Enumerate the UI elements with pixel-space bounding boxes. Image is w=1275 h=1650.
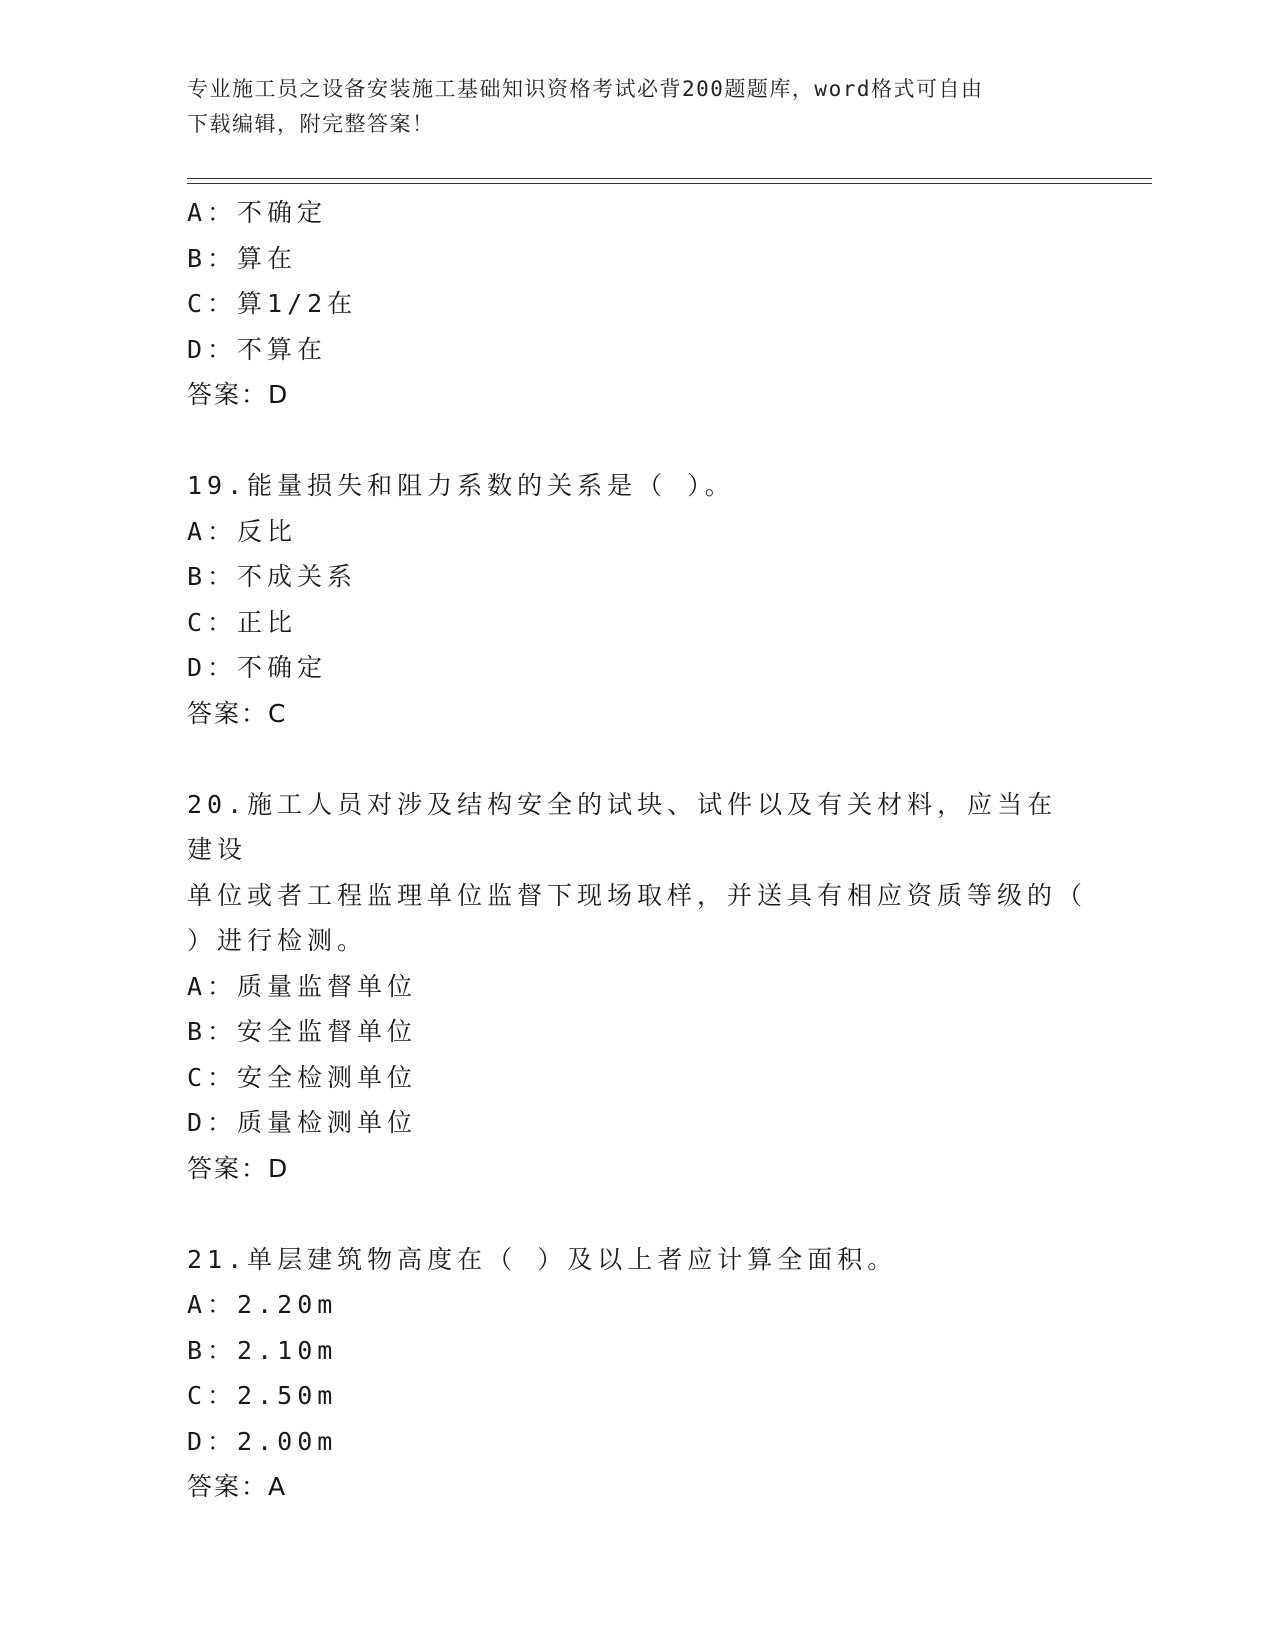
option-d: D：不算在 bbox=[187, 334, 328, 364]
answer-line: 答案：A bbox=[187, 1472, 288, 1501]
option-d: D：2.00m bbox=[187, 1426, 338, 1456]
option-b: B：2.10m bbox=[187, 1335, 338, 1365]
question-block bbox=[187, 782, 1087, 1192]
question-block bbox=[187, 1237, 1087, 1510]
question-list bbox=[187, 190, 1087, 1510]
question-block bbox=[187, 463, 1087, 736]
question-text: 20.施工人员对涉及结构安全的试块、试件以及有关材料，应当在建设 单位或者工程监理单位监督下现场取样，并送具有相应资质等级的（ ）进行检测。 bbox=[187, 789, 1088, 955]
header-divider-bottom bbox=[187, 183, 1152, 184]
option-d: D：不确定 bbox=[187, 653, 328, 682]
answer-line: 答案：C bbox=[187, 698, 288, 728]
header-line-1: 专业施工员之设备安装施工基础知识资格考试必背200题题库，word格式可自由 bbox=[187, 77, 984, 101]
header-divider-top bbox=[187, 178, 1152, 179]
option-d: D：质量检测单位 bbox=[187, 1108, 418, 1137]
question-text: 19.能量损失和阻力系数的关系是（ ）。 bbox=[187, 471, 735, 500]
question-block bbox=[187, 190, 1087, 418]
option-b: B：不成关系 bbox=[187, 562, 358, 591]
option-a: A：反比 bbox=[187, 516, 298, 546]
option-c: C：2.50m bbox=[187, 1381, 338, 1410]
document-header bbox=[187, 72, 1087, 142]
option-a: A：质量监督单位 bbox=[187, 971, 418, 1001]
option-a: A：2.20m bbox=[187, 1290, 338, 1319]
option-b: B：安全监督单位 bbox=[187, 1017, 418, 1046]
option-a: A：不确定 bbox=[187, 198, 328, 227]
option-c: C：正比 bbox=[187, 607, 298, 637]
option-c: C：安全检测单位 bbox=[187, 1062, 418, 1092]
answer-line: 答案：D bbox=[187, 1153, 290, 1183]
question-text: 21.单层建筑物高度在（ ）及以上者应计算全面积。 bbox=[187, 1244, 898, 1274]
answer-line: 答案：D bbox=[187, 380, 290, 409]
option-c: C：算1/2在 bbox=[187, 289, 358, 318]
header-line-2: 下载编辑，附完整答案！ bbox=[187, 112, 435, 136]
option-b: B：算在 bbox=[187, 243, 298, 273]
